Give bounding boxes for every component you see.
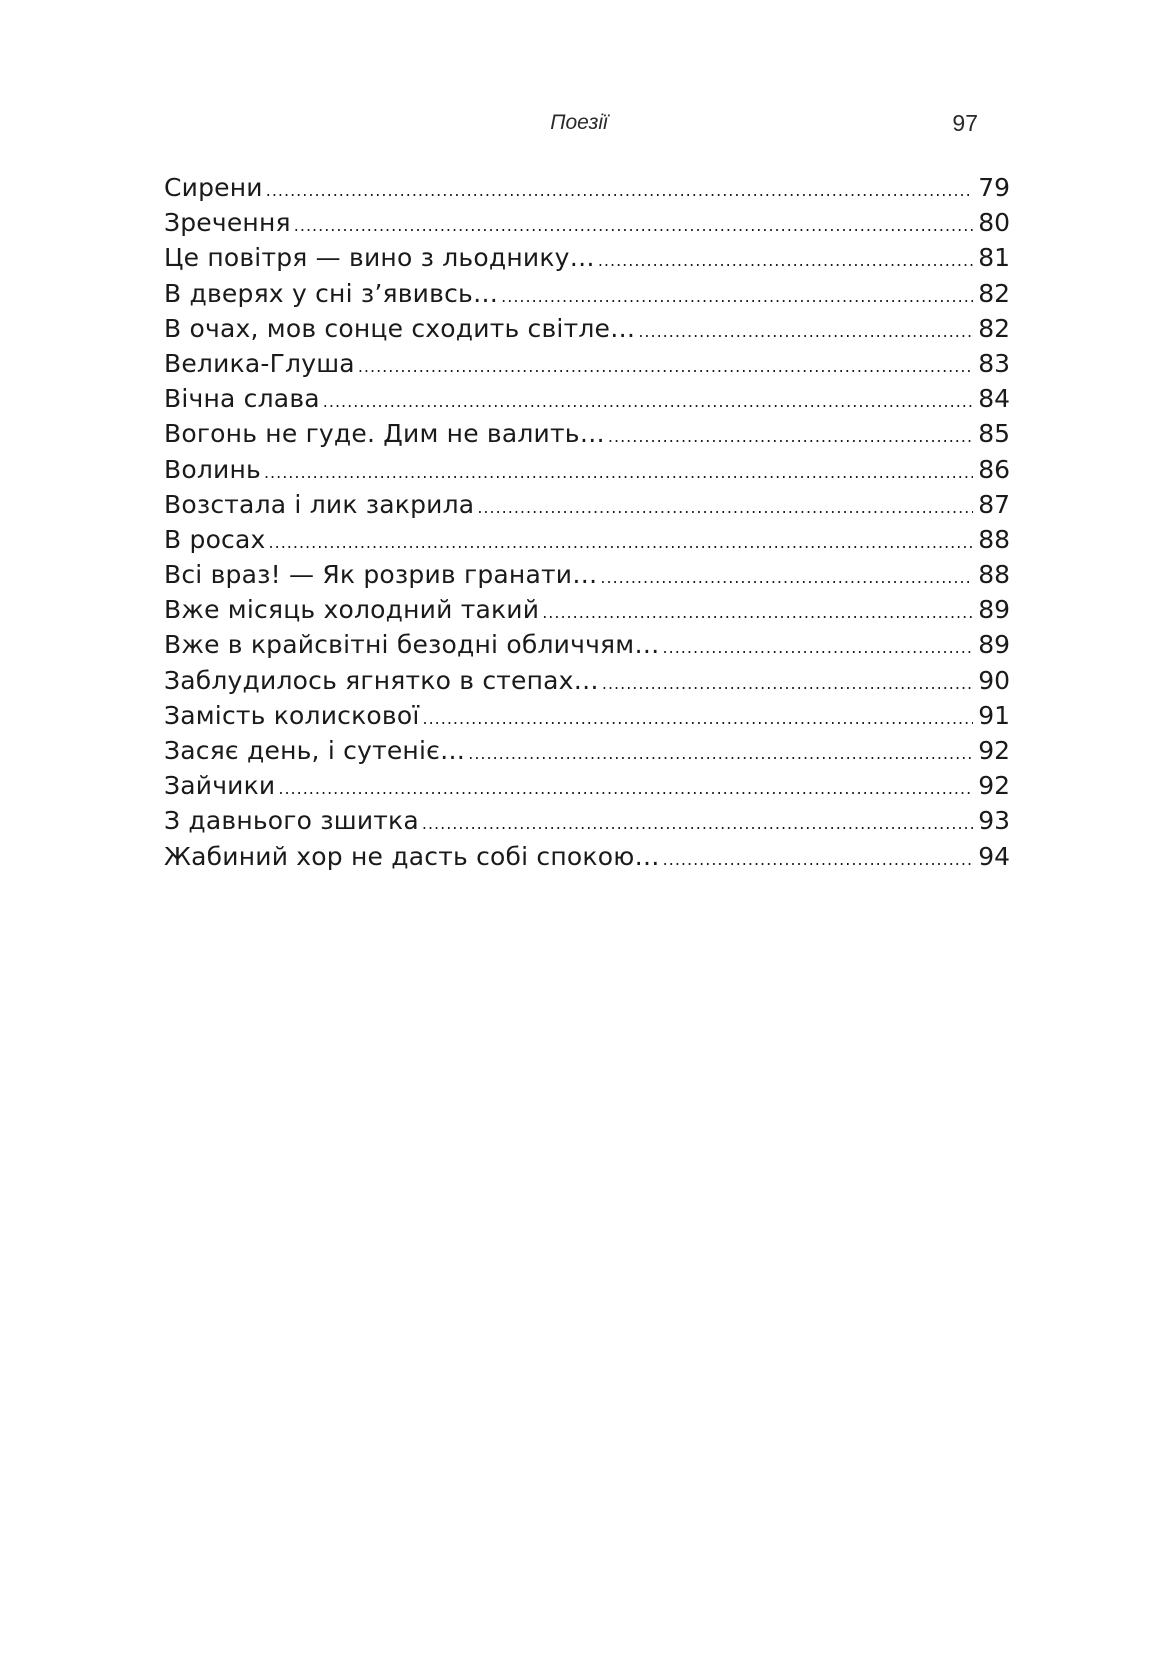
toc-entry-page: 92 <box>978 771 1010 801</box>
toc-entry-page: 89 <box>978 630 1010 660</box>
toc-entry <box>164 240 1010 275</box>
dot-leader <box>269 525 973 560</box>
toc-entry-page: 81 <box>978 243 1010 273</box>
dot-leader <box>422 701 973 736</box>
toc-entry-page: 94 <box>978 841 1010 871</box>
dot-leader <box>663 842 973 877</box>
dot-leader <box>323 384 973 419</box>
toc-entry-title: Возстала і лик закрила <box>164 489 475 519</box>
toc-entry-page: 93 <box>978 806 1010 836</box>
dot-leader <box>602 666 973 701</box>
dot-leader <box>501 279 973 314</box>
running-title: Поезії <box>550 111 608 134</box>
toc-entry <box>164 698 1010 733</box>
toc-entry <box>164 416 1010 451</box>
toc-entry-page: 88 <box>978 524 1010 554</box>
toc-entry-page: 92 <box>978 736 1010 765</box>
toc-entry-page: 82 <box>978 313 1010 343</box>
toc-entry-page: 87 <box>978 489 1010 519</box>
toc-entry-page: 82 <box>978 278 1010 308</box>
toc-entry <box>164 627 1010 662</box>
dot-leader <box>542 595 973 630</box>
toc-entry-title: Це повітря — вино з льоднику… <box>164 243 595 273</box>
page-number: 97 <box>952 110 978 136</box>
toc-entry-title: Вогонь не гуде. Дим не валить… <box>164 419 605 449</box>
toc-entry-title: Заблудилось ягнятко в степах… <box>164 665 599 695</box>
dot-leader <box>468 736 973 771</box>
toc-entry-title: Сирени <box>164 173 263 202</box>
toc-entry <box>164 170 1010 205</box>
toc-entry-title: Засяє день, і сутеніє… <box>164 736 466 765</box>
toc-entry-page: 89 <box>978 595 1010 625</box>
dot-leader <box>608 419 973 454</box>
toc-entry <box>164 487 1010 522</box>
dot-leader <box>264 455 973 490</box>
dot-leader <box>477 490 973 525</box>
toc-entry <box>164 557 1010 592</box>
dot-leader <box>422 806 973 841</box>
toc-entry <box>164 276 1010 311</box>
toc-entry-title: Велика-Глуша <box>164 348 355 378</box>
toc-entry-page: 91 <box>978 700 1010 730</box>
toc-entry <box>164 768 1010 803</box>
table-of-contents <box>164 170 1010 874</box>
dot-leader <box>663 630 973 665</box>
toc-entry-title: Замість колискової <box>164 700 420 730</box>
running-head <box>0 106 1158 140</box>
toc-entry-title: Вже місяць холодний такий <box>164 595 540 625</box>
toc-entry <box>164 311 1010 346</box>
toc-entry-page: 90 <box>978 665 1010 695</box>
toc-entry <box>164 803 1010 838</box>
toc-entry-title: В дверях у сні з’явивсь… <box>164 278 499 308</box>
dot-leader <box>598 243 973 278</box>
toc-entry-title: З давнього зшитка <box>164 806 419 836</box>
toc-entry-page: 80 <box>978 208 1010 238</box>
toc-entry-title: Всі враз! — Як розрив гранати… <box>164 560 598 590</box>
dot-leader <box>294 208 973 243</box>
dot-leader <box>358 349 973 384</box>
toc-entry-title: Вічна слава <box>164 384 320 414</box>
toc-entry-title: В очах, мов сонце сходить світле… <box>164 313 636 343</box>
toc-entry-title: Зайчики <box>164 771 276 801</box>
dot-leader <box>266 173 973 208</box>
toc-entry-page: 84 <box>978 384 1010 414</box>
toc-entry <box>164 522 1010 557</box>
toc-entry <box>164 663 1010 698</box>
toc-entry <box>164 592 1010 627</box>
toc-entry-page: 79 <box>978 173 1010 202</box>
dot-leader <box>278 771 973 806</box>
toc-entry-page: 85 <box>978 419 1010 449</box>
toc-entry <box>164 733 1010 768</box>
toc-entry-page: 88 <box>978 560 1010 590</box>
toc-entry <box>164 205 1010 240</box>
toc-entry-title: В росах <box>164 524 266 554</box>
toc-entry <box>164 839 1010 874</box>
toc-entry-title: Волинь <box>164 454 261 484</box>
toc-entry-title: Вже в крайсвітні безодні обличчям… <box>164 630 660 660</box>
dot-leader <box>638 314 973 349</box>
toc-entry <box>164 346 1010 381</box>
dot-leader <box>600 560 973 595</box>
toc-entry-page: 83 <box>978 348 1010 378</box>
toc-entry-title: Жабиний хор не дасть собі спокою… <box>164 841 660 871</box>
toc-entry <box>164 381 1010 416</box>
toc-entry <box>164 452 1010 487</box>
toc-entry-title: Зречення <box>164 208 291 238</box>
toc-entry-page: 86 <box>978 454 1010 484</box>
